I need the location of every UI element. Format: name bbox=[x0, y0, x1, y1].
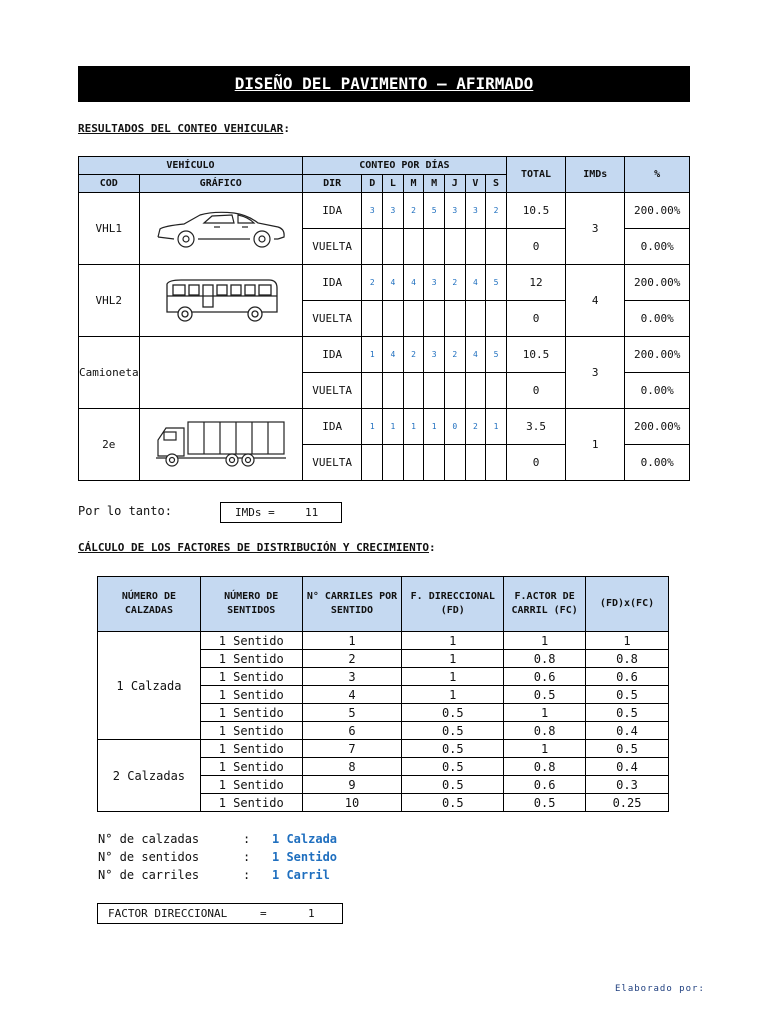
header-day: S bbox=[486, 175, 507, 193]
factor-cell: 1 bbox=[402, 686, 504, 704]
factor-cell: 0.6 bbox=[504, 776, 586, 794]
imds-cell: 3 bbox=[566, 193, 625, 265]
day-count-cell: 1 bbox=[362, 409, 383, 445]
summary-value: 1 Sentido bbox=[272, 850, 338, 864]
factor-cell: 0.8 bbox=[504, 758, 586, 776]
total-cell: 0 bbox=[506, 373, 565, 409]
factor-direccional-eq: = bbox=[260, 907, 267, 920]
header-day: D bbox=[362, 175, 383, 193]
day-count-cell: 1 bbox=[424, 409, 445, 445]
header-day: J bbox=[444, 175, 465, 193]
header-pct: % bbox=[625, 157, 690, 193]
pct-cell: 0.00% bbox=[625, 229, 690, 265]
day-count-cell bbox=[424, 229, 445, 265]
day-count-cell bbox=[486, 229, 507, 265]
factor-table bbox=[97, 576, 669, 812]
factor-cell: 1 Sentido bbox=[200, 686, 302, 704]
section-heading-conteo-colon: : bbox=[283, 122, 290, 135]
factor-cell: 9 bbox=[302, 776, 402, 794]
vehicle-graphic bbox=[139, 265, 302, 337]
factor-cell: 0.5 bbox=[402, 704, 504, 722]
factor-cell: 0.8 bbox=[504, 722, 586, 740]
day-count-cell: 3 bbox=[465, 193, 486, 229]
day-count-cell: 2 bbox=[465, 409, 486, 445]
summary-key: N° de calzadas bbox=[98, 832, 200, 846]
day-count-cell bbox=[444, 229, 465, 265]
vehicle-cod: VHL1 bbox=[79, 193, 140, 265]
bus-icon bbox=[140, 278, 302, 324]
vehicle-cod: 2e bbox=[79, 409, 140, 481]
factor-cell: 7 bbox=[302, 740, 402, 758]
factor-cell: 1 Sentido bbox=[200, 632, 302, 650]
pct-cell: 200.00% bbox=[625, 337, 690, 373]
factor-cell: 6 bbox=[302, 722, 402, 740]
day-count-cell: 2 bbox=[403, 193, 424, 229]
day-count-cell: 4 bbox=[383, 337, 404, 373]
result-label: Por lo tanto: bbox=[78, 504, 172, 518]
day-count-cell bbox=[383, 301, 404, 337]
header-vehiculo: VEHÍCULO bbox=[79, 157, 303, 175]
factor-cell: 1 bbox=[402, 668, 504, 686]
day-count-cell: 4 bbox=[383, 265, 404, 301]
day-count-cell bbox=[486, 373, 507, 409]
day-count-cell: 3 bbox=[362, 193, 383, 229]
factor-cell: 1 Sentido bbox=[200, 776, 302, 794]
summary-sep: : bbox=[243, 832, 251, 846]
factor-cell: 1 Sentido bbox=[200, 758, 302, 776]
day-count-cell: 3 bbox=[444, 193, 465, 229]
factor-header: F. DIRECCIONAL (FD) bbox=[402, 577, 504, 632]
factor-cell: 4 bbox=[302, 686, 402, 704]
summary-sep: : bbox=[243, 868, 251, 882]
factor-cell: 1 Sentido bbox=[200, 668, 302, 686]
section-heading-factores-colon: : bbox=[429, 541, 436, 554]
day-count-cell bbox=[444, 301, 465, 337]
day-count-cell: 1 bbox=[486, 409, 507, 445]
day-count-cell bbox=[424, 373, 445, 409]
day-count-cell bbox=[444, 373, 465, 409]
day-count-cell: 1 bbox=[403, 409, 424, 445]
factor-cell: 1 Sentido bbox=[200, 722, 302, 740]
day-count-cell bbox=[486, 301, 507, 337]
factor-cell: 0.5 bbox=[402, 794, 504, 812]
summary-line bbox=[98, 832, 398, 848]
factor-row bbox=[98, 632, 669, 650]
direction-cell: IDA bbox=[302, 265, 362, 301]
factor-cell: 5 bbox=[302, 704, 402, 722]
total-cell: 0 bbox=[506, 301, 565, 337]
vehicle-row bbox=[79, 265, 690, 301]
section-heading-factores-text: CÁLCULO DE LOS FACTORES DE DISTRIBUCIÓN Y CRECIMIENTO bbox=[78, 541, 429, 554]
day-count-cell: 2 bbox=[444, 265, 465, 301]
pct-cell: 0.00% bbox=[625, 301, 690, 337]
factor-cell: 1 bbox=[402, 650, 504, 668]
day-count-cell bbox=[383, 373, 404, 409]
factor-cell: 1 bbox=[586, 632, 669, 650]
pct-cell: 200.00% bbox=[625, 193, 690, 229]
header-cod: COD bbox=[79, 175, 140, 193]
imds-cell: 4 bbox=[566, 265, 625, 337]
factor-header: NÚMERO DE CALZADAS bbox=[98, 577, 201, 632]
factor-cell: 1 Sentido bbox=[200, 650, 302, 668]
header-dir: DIR bbox=[302, 175, 362, 193]
day-count-cell: 5 bbox=[424, 193, 445, 229]
header-conteo-por-dias: CONTEO POR DÍAS bbox=[302, 157, 506, 175]
day-count-cell bbox=[383, 445, 404, 481]
day-count-cell: 2 bbox=[362, 265, 383, 301]
vehicle-row bbox=[79, 337, 690, 373]
summary-line bbox=[98, 868, 398, 884]
day-count-cell bbox=[362, 373, 383, 409]
day-count-cell: 2 bbox=[486, 193, 507, 229]
day-count-cell: 1 bbox=[362, 337, 383, 373]
factor-cell: 1 bbox=[302, 632, 402, 650]
summary-key: N° de sentidos bbox=[98, 850, 200, 864]
factor-cell: 0.5 bbox=[504, 686, 586, 704]
vehicle-cod: VHL2 bbox=[79, 265, 140, 337]
truck-icon bbox=[140, 420, 302, 470]
summary-value: 1 Calzada bbox=[272, 832, 338, 846]
header-total: TOTAL bbox=[506, 157, 565, 193]
factor-header: (FD)x(FC) bbox=[586, 577, 669, 632]
factor-cell: 1 Sentido bbox=[200, 704, 302, 722]
header-day: V bbox=[465, 175, 486, 193]
factor-cell: 1 Sentido bbox=[200, 740, 302, 758]
summary-line bbox=[98, 850, 398, 866]
direction-cell: VUELTA bbox=[302, 301, 362, 337]
direction-cell: IDA bbox=[302, 193, 362, 229]
summary-value: 1 Carril bbox=[272, 868, 330, 882]
day-count-cell: 2 bbox=[403, 337, 424, 373]
vehicle-graphic bbox=[139, 409, 302, 481]
imds-result-box bbox=[220, 502, 342, 523]
vehicle-graphic bbox=[139, 337, 302, 409]
header-imds: IMDs bbox=[566, 157, 625, 193]
day-count-cell bbox=[403, 373, 424, 409]
factor-cell: 3 bbox=[302, 668, 402, 686]
day-count-cell: 4 bbox=[465, 265, 486, 301]
factor-cell: 10 bbox=[302, 794, 402, 812]
day-count-cell bbox=[383, 229, 404, 265]
day-count-cell bbox=[424, 301, 445, 337]
day-count-cell bbox=[486, 445, 507, 481]
day-count-cell: 3 bbox=[383, 193, 404, 229]
day-count-cell bbox=[362, 301, 383, 337]
vehicle-graphic bbox=[139, 193, 302, 265]
factor-cell: 0.5 bbox=[504, 794, 586, 812]
direction-cell: VUELTA bbox=[302, 373, 362, 409]
factor-cell: 1 bbox=[504, 632, 586, 650]
factor-cell: 0.5 bbox=[402, 776, 504, 794]
factor-direccional-box bbox=[97, 903, 343, 924]
total-cell: 0 bbox=[506, 229, 565, 265]
section-heading-conteo bbox=[78, 122, 290, 135]
day-count-cell: 2 bbox=[444, 337, 465, 373]
factor-cell: 0.8 bbox=[504, 650, 586, 668]
factor-cell: 1 bbox=[402, 632, 504, 650]
factor-cell: 0.25 bbox=[586, 794, 669, 812]
factor-cell: 1 Sentido bbox=[200, 794, 302, 812]
factor-cell: 0.4 bbox=[586, 722, 669, 740]
total-cell: 10.5 bbox=[506, 193, 565, 229]
header-day: M bbox=[403, 175, 424, 193]
day-count-cell bbox=[403, 445, 424, 481]
summary-key: N° de carriles bbox=[98, 868, 200, 882]
day-count-cell bbox=[403, 301, 424, 337]
factor-header: N° CARRILES POR SENTIDO bbox=[302, 577, 402, 632]
vehicle-cod: Camioneta bbox=[79, 337, 140, 409]
day-count-cell bbox=[362, 445, 383, 481]
total-cell: 0 bbox=[506, 445, 565, 481]
pct-cell: 200.00% bbox=[625, 265, 690, 301]
factor-cell: 0.4 bbox=[586, 758, 669, 776]
factor-direccional-key: FACTOR DIRECCIONAL bbox=[108, 907, 228, 920]
day-count-cell: 5 bbox=[486, 337, 507, 373]
factor-header: NÚMERO DE SENTIDOS bbox=[200, 577, 302, 632]
factor-cell: 0.5 bbox=[402, 758, 504, 776]
imds-result-value: 11 bbox=[305, 506, 319, 519]
factor-cell: 0.8 bbox=[586, 650, 669, 668]
imds-result-key: IMDs = bbox=[235, 506, 275, 519]
header-day: M bbox=[424, 175, 445, 193]
factor-cell: 2 bbox=[302, 650, 402, 668]
factor-cell: 0.5 bbox=[402, 740, 504, 758]
factor-cell: 8 bbox=[302, 758, 402, 776]
factor-cell: 1 bbox=[504, 704, 586, 722]
day-count-cell bbox=[465, 229, 486, 265]
pct-cell: 0.00% bbox=[625, 445, 690, 481]
factor-cell: 0.5 bbox=[402, 722, 504, 740]
day-count-cell bbox=[465, 373, 486, 409]
factor-cell: 0.5 bbox=[586, 740, 669, 758]
imds-cell: 1 bbox=[566, 409, 625, 481]
calzada-cell: 1 Calzada bbox=[98, 632, 201, 740]
imds-cell: 3 bbox=[566, 337, 625, 409]
calzada-cell: 2 Calzadas bbox=[98, 740, 201, 812]
pct-cell: 200.00% bbox=[625, 409, 690, 445]
factor-cell: 0.6 bbox=[586, 668, 669, 686]
day-count-cell: 0 bbox=[444, 409, 465, 445]
factor-direccional-value: 1 bbox=[308, 907, 315, 920]
vehicle-row bbox=[79, 409, 690, 445]
total-cell: 12 bbox=[506, 265, 565, 301]
day-count-cell: 3 bbox=[424, 337, 445, 373]
vehicle-count-table bbox=[78, 156, 690, 481]
direction-cell: IDA bbox=[302, 409, 362, 445]
page-title: DISEÑO DEL PAVIMENTO – AFIRMADO bbox=[78, 66, 690, 102]
day-count-cell: 1 bbox=[383, 409, 404, 445]
day-count-cell: 3 bbox=[424, 265, 445, 301]
total-cell: 10.5 bbox=[506, 337, 565, 373]
factor-cell: 0.3 bbox=[586, 776, 669, 794]
section-heading-conteo-text: RESULTADOS DEL CONTEO VEHICULAR bbox=[78, 122, 284, 135]
factor-cell: 1 bbox=[504, 740, 586, 758]
factor-cell: 0.5 bbox=[586, 686, 669, 704]
direction-cell: VUELTA bbox=[302, 229, 362, 265]
factor-cell: 0.6 bbox=[504, 668, 586, 686]
day-count-cell bbox=[403, 229, 424, 265]
direction-cell: VUELTA bbox=[302, 445, 362, 481]
total-cell: 3.5 bbox=[506, 409, 565, 445]
factor-cell: 0.5 bbox=[586, 704, 669, 722]
pct-cell: 0.00% bbox=[625, 373, 690, 409]
direction-cell: IDA bbox=[302, 337, 362, 373]
day-count-cell: 4 bbox=[465, 337, 486, 373]
section-heading-factores bbox=[78, 541, 436, 554]
factor-header: F.ACTOR DE CARRIL (FC) bbox=[504, 577, 586, 632]
summary-sep: : bbox=[243, 850, 251, 864]
vehicle-row bbox=[79, 193, 690, 229]
day-count-cell: 5 bbox=[486, 265, 507, 301]
car-icon bbox=[140, 207, 302, 251]
day-count-cell bbox=[424, 445, 445, 481]
day-count-cell bbox=[465, 445, 486, 481]
footer-elaborado: Elaborado por: bbox=[615, 984, 705, 994]
header-day: L bbox=[383, 175, 404, 193]
factor-row bbox=[98, 740, 669, 758]
day-count-cell bbox=[362, 229, 383, 265]
header-grafico: GRÁFICO bbox=[139, 175, 302, 193]
day-count-cell: 4 bbox=[403, 265, 424, 301]
day-count-cell bbox=[444, 445, 465, 481]
day-count-cell bbox=[465, 301, 486, 337]
